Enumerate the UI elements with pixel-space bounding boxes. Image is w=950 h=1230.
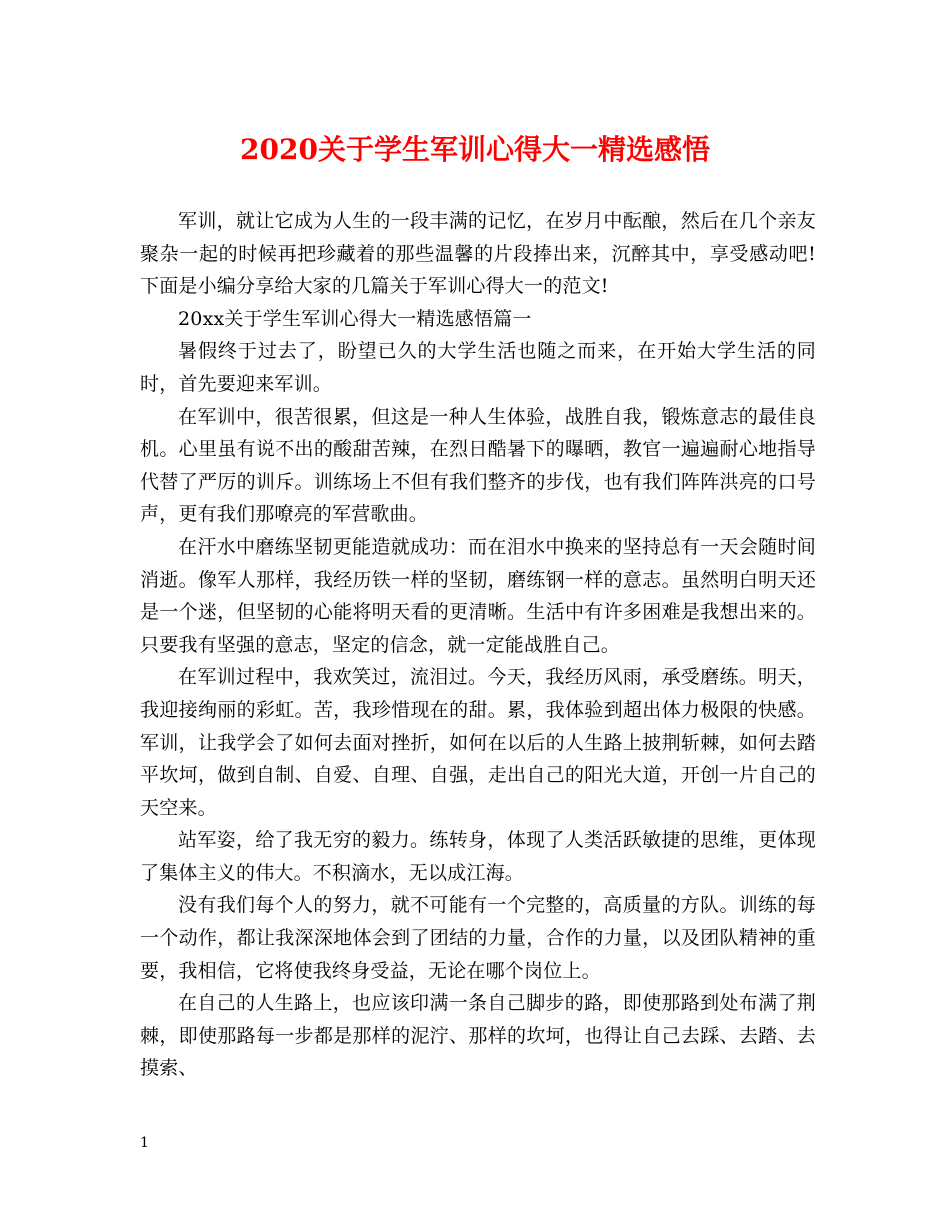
paragraph: 在军训过程中，我欢笑过，流泪过。今天，我经历风雨，承受磨练。明天，我迎接绚丽的彩虹。苦，我珍惜现在的甜。累，我体验到超出体力极限的快感。军训，让我学会了如何去面对挫折，如何在以后的人生路上披荆斩棘，如何去踏平坎坷，做到自制、自爱、自理、自强，走出自己的阳光大道，开创一片自己的天空来。 [140,666,816,819]
paragraph: 在自己的人生路上，也应该印满一条自己脚步的路，即使那路到处布满了荆棘，即使那路每一步都是那样的泥泞、那样的坎坷，也得让自己去踩、去踏、去摸索、 [140,992,816,1080]
paragraph-intro: 军训，就让它成为人生的一段丰满的记忆，在岁月中酝酿，然后在几个亲友聚杂一起的时候再把珍藏着的那些温馨的片段捧出来，沉醉其中，享受感动吧!下面是小编分享给大家的几篇关于军训心得大一的范文! [140,210,816,298]
paragraph: 在军训中，很苦很累，但这是一种人生体验，战胜自我，锻炼意志的最佳良机。心里虽有说不出的酸甜苦辣，在烈日酷暑下的曝晒，教官一遍遍耐心地指导代替了严厉的训斥。训练场上不但有我们整齐的步伐，也有我们阵阵洪亮的口号声，更有我们那嘹亮的军营歌曲。 [140,405,816,526]
paragraph: 在汗水中磨练坚韧更能造就成功：而在泪水中换来的坚持总有一天会随时间消逝。像军人那样，我经历铁一样的坚韧，磨练钢一样的意志。虽然明白明天还是一个迷，但坚韧的心能将明天看的更清晰。生活中有许多困难是我想出来的。只要我有坚强的意志，坚定的信念，就一定能战胜自己。 [140,535,816,656]
paragraph: 站军姿，给了我无穷的毅力。练转身，体现了人类活跃敏捷的思维，更体现了集体主义的伟大。不积滴水，无以成江海。 [140,829,816,884]
paragraph: 暑假终于过去了，盼望已久的大学生活也随之而来，在开始大学生活的同时，首先要迎来军训。 [140,340,816,395]
document-body [140,205,816,1085]
page-number: 1 [140,1135,149,1151]
document-title: 2020关于学生军训心得大一精选感悟 [240,133,710,166]
paragraph: 没有我们每个人的努力，就不可能有一个完整的，高质量的方队。训练的每一个动作，都让我深深地体会到了团结的力量，合作的力量，以及团队精神的重要，我相信，它将使我终身受益，无论在哪个岗位上。 [140,894,816,982]
section-heading: 20xx关于学生军训心得大一精选感悟篇一 [178,307,532,330]
